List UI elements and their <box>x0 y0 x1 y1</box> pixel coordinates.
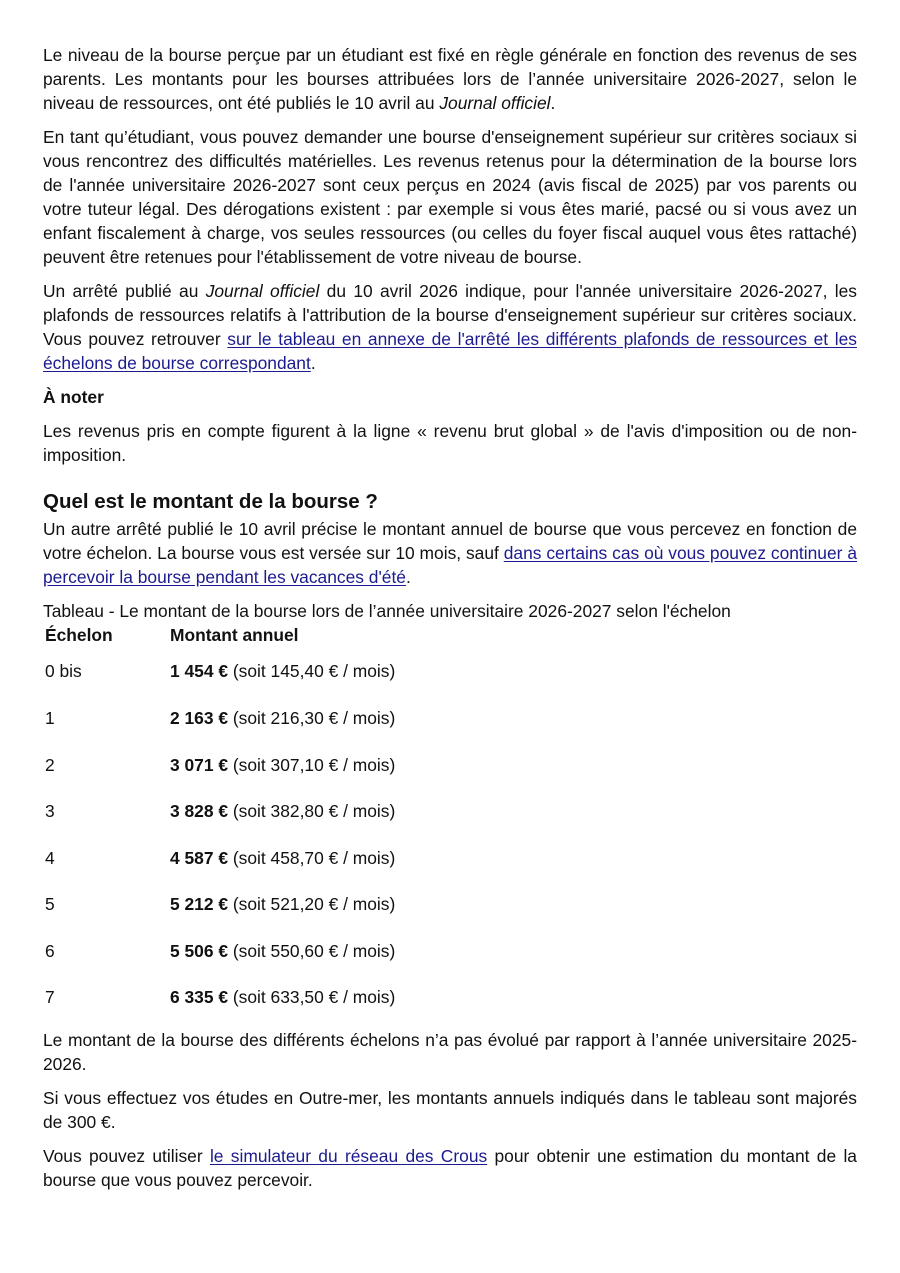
annual-amount: 3 828 € <box>170 801 229 821</box>
amount-cell <box>168 787 397 834</box>
table-row <box>43 927 397 974</box>
annexe-plafonds-link[interactable]: sur le tableau en annexe de l'arrêté les différents plafonds de ressources et les échelons de bourse correspondant <box>43 329 857 373</box>
journal-officiel-italic: Journal officiel <box>205 281 320 301</box>
amount-cell <box>168 741 397 788</box>
journal-officiel-italic: Journal officiel <box>439 93 551 113</box>
annual-amount: 6 335 € <box>170 987 229 1007</box>
summer-vacation-link[interactable]: dans certains cas où vous pouvez continuer à percevoir la bourse pendant les vacances d'été <box>43 543 857 587</box>
table-caption: Tableau - Le montant de la bourse lors de l’année universitaire 2026-2027 selon l'échelon <box>43 601 731 621</box>
table-row <box>43 973 397 1020</box>
monthly-amount: (soit 307,10 € / mois) <box>228 754 396 775</box>
intro-paragraph-2: En tant qu’étudiant, vous pouvez demander une bourse d'enseignement supérieur sur critères sociaux si vous rencontrez des difficultés matérielles. Les revenus retenus pour la détermination de la bourse lors de l'année universitaire 2026-2027 sont ceux perçus en 2024 (avis fiscal de 2025) par vos parents ou votre tuteur légal. Des dérogations existent : par exemple si vous êtes marié, pacsé ou si vous avez un enfant fiscalement à charge, vos seules ressources (ou celles du foyer fiscal auquel vous êtes rattaché) peuvent être retenues pour l'établissement de votre niveau de bourse. <box>43 127 857 267</box>
monthly-amount: (soit 216,30 € / mois) <box>228 708 396 728</box>
annual-amount: 1 454 € <box>170 661 229 681</box>
annual-amount: 4 587 € <box>170 847 229 868</box>
annual-amount: 2 163 € <box>170 708 229 728</box>
amount-cell <box>168 834 397 881</box>
amount-cell <box>168 659 397 694</box>
table-row <box>43 834 397 881</box>
annual-amount: 5 506 € <box>170 940 229 961</box>
header-echelon: Échelon <box>45 625 113 645</box>
echelon-cell: 7 <box>45 987 55 1007</box>
outro-paragraph-1: Le montant de la bourse des différents échelons n’a pas évolué par rapport à l’année universitaire 2025-2026. <box>43 1029 857 1074</box>
table-header-row <box>43 625 397 659</box>
amount-cell <box>168 694 397 741</box>
section-paragraph: Un autre arrêté publié le 10 avril précise le montant annuel de bourse que vous percevez en fonction de votre échelon. La bourse vous est versée sur 10 mois, sauf dans certains cas où vous pouvez continuer à percevoir la bourse pendant les vacances d'été. <box>43 519 857 587</box>
echelon-cell: 6 <box>45 940 55 961</box>
table-row <box>43 741 397 788</box>
note-text: Les revenus pris en compte figurent à la ligne « revenu brut global » de l'avis d'imposition ou de non-imposition. <box>43 421 857 465</box>
table-row <box>43 659 397 694</box>
annual-amount: 3 071 € <box>170 754 229 775</box>
monthly-amount: (soit 458,70 € / mois) <box>228 847 396 868</box>
amount-cell <box>168 973 397 1020</box>
echelon-cell: 5 <box>45 894 55 914</box>
section-heading: Quel est le montant de la bourse ? <box>43 490 378 513</box>
annual-amount: 5 212 € <box>170 894 229 914</box>
header-montant-annuel: Montant annuel <box>170 625 299 645</box>
amount-cell <box>168 880 397 927</box>
intro-paragraph-3: Un arrêté publié au Journal officiel du 10 avril 2026 indique, pour l'année universitaire 2026-2027, les plafonds de ressources relatifs à l'attribution de la bourse d'enseignement supérieur sur critères sociaux. Vous pouvez retrouver sur le tableau en annexe de l'arrêté les différents plafonds de ressources et les échelons de bourse correspondant. <box>43 281 857 373</box>
monthly-amount: (soit 521,20 € / mois) <box>228 894 396 914</box>
echelon-cell: 1 <box>45 708 55 728</box>
intro-paragraph-1: Le niveau de la bourse perçue par un étudiant est fixé en règle générale en fonction des revenus de ses parents. Les montants pour les bourses attribuées lors de l’année universitaire 2026-2027, selon le niveau de ressources, ont été publiés le 10 avril au Journal officiel. <box>43 45 857 113</box>
table-row <box>43 787 397 834</box>
outro-paragraph-2: Si vous effectuez vos études en Outre-mer, les montants annuels indiqués dans le tableau sont majorés de 300 €. <box>43 1087 857 1132</box>
crous-simulator-link[interactable]: le simulateur du réseau des Crous <box>209 1145 488 1166</box>
monthly-amount: (soit 382,80 € / mois) <box>228 801 396 821</box>
table-row <box>43 694 397 741</box>
outro-paragraph-3: Vous pouvez utiliser le simulateur du réseau des Crous pour obtenir une estimation du montant de la bourse que vous pouvez percevoir. <box>43 1145 857 1190</box>
echelon-cell: 4 <box>45 847 55 868</box>
monthly-amount: (soit 145,40 € / mois) <box>228 661 396 681</box>
table-row <box>43 880 397 927</box>
monthly-amount: (soit 550,60 € / mois) <box>228 940 396 961</box>
echelon-cell: 3 <box>45 801 55 821</box>
note-title: À noter <box>43 387 104 407</box>
amount-cell <box>168 927 397 974</box>
bourse-amounts-table <box>43 625 397 1020</box>
echelon-cell: 0 bis <box>45 661 82 681</box>
echelon-cell: 2 <box>45 754 55 775</box>
monthly-amount: (soit 633,50 € / mois) <box>228 987 396 1007</box>
